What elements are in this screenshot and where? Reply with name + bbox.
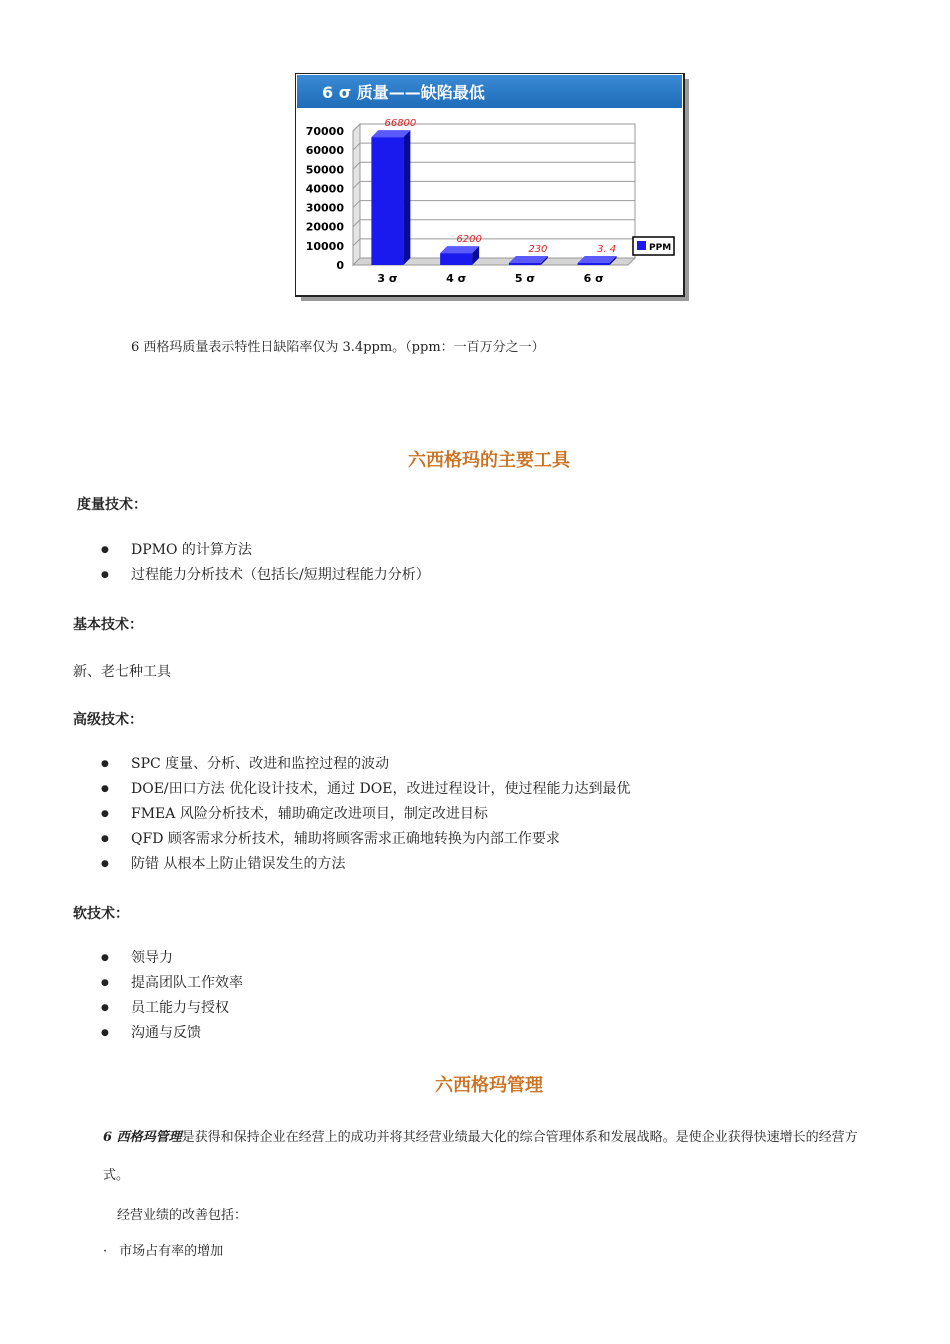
bar [440, 253, 472, 265]
chart-caption: 6 西格玛质量表示特性日缺陷率仅为 3.4ppm。（ppm：一百万分之一） [131, 340, 545, 355]
improvement-item-text: 市场占有率的增加 [119, 1244, 224, 1259]
chart-title: 6 σ 质量——缺陷最低 [322, 83, 485, 102]
management-text: 是获得和保持企业在经营上的成功并将其经营业绩最大化的综合管理体系和发展战略。是使企业获得快速增长的经营方式。 [103, 1130, 858, 1183]
measure-list [101, 538, 430, 588]
list-item: ● 领导力 [101, 946, 243, 971]
legend-swatch [637, 241, 646, 250]
y-tick-label: 40000 [305, 182, 344, 196]
y-tick-label: 0 [336, 259, 344, 272]
x-tick-label: 4 σ [446, 272, 467, 285]
bar [371, 137, 403, 265]
list-item: ● 沟通与反馈 [101, 1021, 243, 1046]
list-item: ● DOE/田口方法 优化设计技术，通过 DOE，改进过程设计，使过程能力达到最优 [101, 777, 630, 802]
y-tick-label: 30000 [305, 201, 344, 215]
advanced-label: 高级技术： [73, 712, 143, 728]
improvement-item [103, 1240, 223, 1259]
measure-label: 度量技术： [77, 497, 147, 513]
x-tick-label: 3 σ [377, 272, 398, 285]
list-item: ● QFD 顾客需求分析技术，辅助将顾客需求正确地转换为内部工作要求 [101, 827, 630, 852]
advanced-list [101, 752, 630, 877]
data-label: 66800 [384, 118, 417, 130]
improvement-intro: 经营业绩的改善包括： [117, 1208, 248, 1223]
data-label: 3. 4 [597, 244, 617, 255]
bar [509, 263, 541, 265]
data-label: 6200 [456, 234, 482, 246]
list-item: ● 员工能力与授权 [101, 996, 243, 1021]
x-tick-label: 6 σ [583, 272, 604, 285]
x-tick-label: 5 σ [514, 272, 535, 285]
section-title-management: 六西格玛管理 [435, 1075, 543, 1096]
basic-label: 基本技术： [73, 617, 143, 633]
bullet-mark: · [103, 1244, 108, 1259]
plot-side-wall [353, 124, 360, 265]
soft-label: 软技术： [73, 906, 129, 922]
legend-label: PPM [649, 243, 672, 253]
list-item: ● 过程能力分析技术（包括长/短期过程能力分析） [101, 563, 430, 588]
list-item: ● FMEA 风险分析技术，辅助确定改进项目，制定改进目标 [101, 802, 630, 827]
y-tick-label: 70000 [305, 125, 344, 138]
soft-list [101, 946, 243, 1046]
y-tick-label: 60000 [305, 144, 344, 158]
list-item: ● 防错 从根本上防止错误发生的方法 [101, 852, 630, 877]
list-item: ● 提高团队工作效率 [101, 971, 243, 996]
y-tick-label: 20000 [305, 220, 344, 234]
section-title-tools: 六西格玛的主要工具 [408, 450, 570, 471]
list-item: ● DPMO 的计算方法 [101, 538, 430, 563]
y-tick-label: 10000 [305, 239, 344, 253]
bar-side [403, 130, 410, 265]
management-paragraph [103, 1119, 883, 1195]
basic-text: 新、老七种工具 [73, 664, 171, 680]
data-label: 230 [528, 244, 548, 255]
list-item: ● SPC 度量、分析、改进和监控过程的波动 [101, 752, 630, 777]
management-term: 6 西格玛管理 [103, 1130, 182, 1145]
defect-bar-chart [295, 73, 689, 301]
bar [578, 263, 610, 265]
y-tick-label: 50000 [305, 163, 344, 177]
defect-chart-figure [295, 73, 689, 301]
